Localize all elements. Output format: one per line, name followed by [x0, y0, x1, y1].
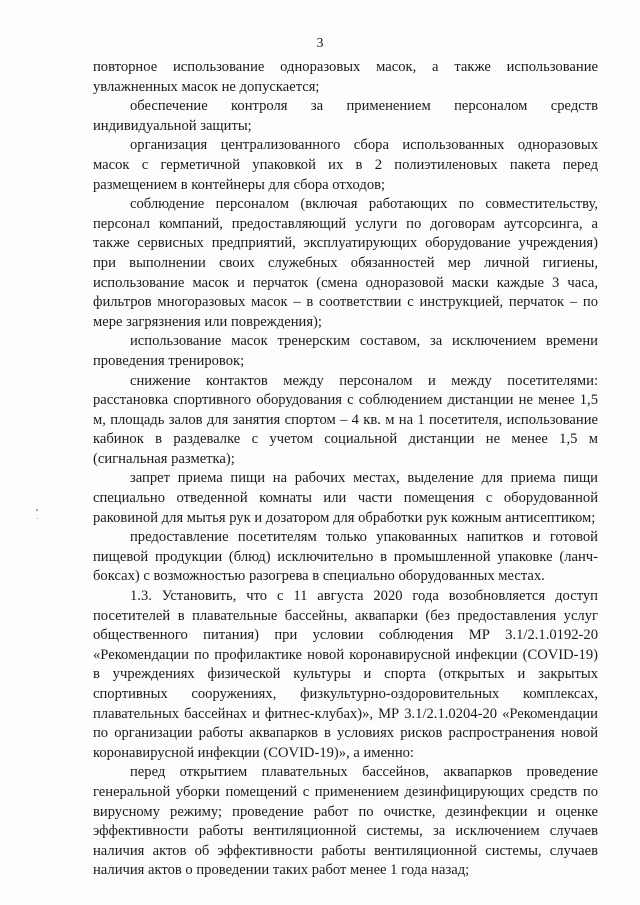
paragraph-packaged-food: предоставление посетителям только упакованных напитков и готовой пищевой продукции (блюд) исключительно в промышленной упаковке (ланч-боксах) с возможностью разогрева в специально оборудованных местах.: [93, 529, 598, 585]
paragraph-reduce-contacts: снижение контактов между персоналом и между посетителями: расстановка спортивного оборудования с соблюдением дистанции не менее 1,5 м, площадь залов для занятия спортом – 4 кв. м на 1 посетителя, использование кабинок в раздевалке с учетом социальной дистанции не менее 1,5 м (сигнальная разметка);: [93, 372, 598, 467]
paragraph-mask-collection: организация централизованного сбора использованных одноразовых масок с герметичной упаковкой их в 2 полиэтиленовых пакета перед размещением в контейнеры для сбора отходов;: [93, 137, 598, 193]
paragraph-eating-ban: запрет приема пищи на рабочих местах, выделение для приема пищи специально отведенной комнаты или части помещения с оборудованной раковиной для мытья рук и дозатором для обработки рук кожным антисептиком;: [93, 470, 598, 526]
paragraph-staff-hygiene: соблюдение персоналом (включая работающих по совместительству, персонал компаний, предоставляющий услуги по договорам аутсорсинга, а также сервисных предприятий, эксплуатирующих оборудование учреждения) при выполнении своих служебных обязанностей мер личной гигиены, использование масок и перчаток (смена одноразовой маски каждые 3 часа, фильтров многоразовых масок – в соответствии с инструкцией, перчаток – по мере загрязнения или повреждения);: [93, 196, 598, 330]
scan-speck: [37, 518, 38, 519]
paragraph-coach-masks: использование масок тренерским составом, за исключением времени проведения тренировок;: [93, 333, 598, 369]
paragraph-pool-cleaning: перед открытием плавательных бассейнов, аквапарков проведение генеральной уборки помещений с применением дезинфицирующих средств по вирусному режиму; проведение работ по очистке, дезинфекции и оценке эффективности работы вентиляционной системы, за исключением случаев наличия актов об эффективности работы вентиляционной системы, случаев наличия актов о проведении таких работ менее 1 года назад;: [93, 764, 598, 879]
page-number: 3: [316, 36, 324, 51]
paragraph-ppe-control: обеспечение контроля за применением персоналом средств индивидуальной защиты;: [93, 98, 598, 134]
paragraph-reuse-masks: повторное использование одноразовых масок, а также использование увлажненных масок не допускается;: [93, 59, 598, 95]
document-body: [93, 58, 598, 881]
paragraph-section-1-3: 1.3. Установить, что с 11 августа 2020 года возобновляется доступ посетителей в плавательные бассейны, аквапарки (без предоставления услуг общественного питания) при условии соблюдения МР 3.1/2.1.0192-20 «Рекомендации по профилактике новой коронавирусной инфекции (COVID-19) в учреждениях физической культуры и спорта (открытых и закрытых спортивных сооружениях, физкультурно-оздоровительных комплексах, плавательных бассейнах и фитнес-клубах)», МР 3.1/2.1.0204-20 «Рекомендации по организации работы аквапарков в условиях рисков распространения новой коронавирусной инфекции (COVID-19)», а именно:: [93, 588, 598, 761]
scan-speck: [36, 509, 38, 511]
